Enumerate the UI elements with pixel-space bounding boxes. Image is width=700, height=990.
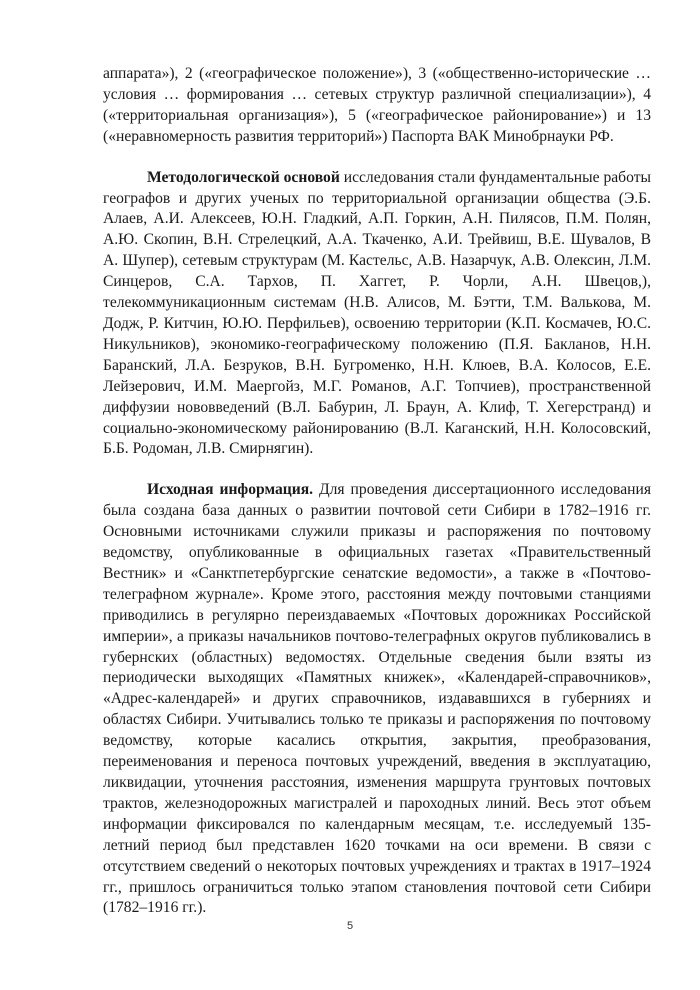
paragraph-3-lead: Исходная информация. — [147, 481, 314, 499]
paragraph-1 — [103, 64, 651, 148]
paragraph-gap — [103, 460, 651, 480]
document-body — [103, 64, 651, 919]
page-number: 5 — [346, 920, 354, 932]
paragraph-2 — [103, 168, 651, 461]
paragraph-3 — [103, 480, 651, 919]
paragraph-1-text: аппарата»), 2 («географическое положение»), 3 («общественно-исторические … условия … формирования … сетевых структур различной специализации»), 4 («территориальная организация»), 5 («географическое районирование») и 13 («неравномерность развития территорий») Паспорта ВАК Минобрнауки РФ. — [103, 65, 651, 145]
paragraph-3-text: Для проведения диссертационного исследования была создана база данных о развитии почтовой сети Сибири в 1782–1916 гг. Основными источниками служили приказы и распоряжения по почтовому ведомству, опубликованные в официальных газетах «Правительственный Вестник» и «Санктпетербургские сенатские ведомости», а также в «Почтово-телеграфном журнале». Кроме этого, расстояния между почтовыми станциями приводились в регулярно переиздаваемых «Почтовых дорожниках Российской империи», а приказы начальников почтово-телеграфных округов публиковались в губернских (областных) ведомостях. Отдельные сведения были взяты из периодически выходящих «Памятных книжек», «Календарей-справочников», «Адрес-календарей» и других справочников, издававшихся в губерниях и областях Сибири. Учитывались только те приказы и распоряжения по почтовому ведомству, которые касались открытия, закрытия, преобразования, переименования и переноса почтовых учреждений, введения в эксплуатацию, ликвидации, уточнения расстояния, изменения маршрута грунтовых почтовых трактов, железнодорожных магистралей и пароходных линий. Весь этот объем информации фиксировался по календарным месяцам, т.е. исследуемый 135-летний период был представлен 1620 точками на оси времени. В связи с отсутствием сведений о некоторых почтовых учреждениях и трактах в 1917–1924 гг., пришлось ограничиться только этапом становления почтовой сети Сибири (1782–1916 гг.). — [103, 481, 651, 917]
paragraph-2-lead: Методологической основой — [147, 168, 340, 186]
paragraph-2-text: исследования стали фундаментальные работы географов и других ученых по территориальной организации общества (Э.Б. Алаев, А.И. Алексеев, Ю.Н. Гладкий, А.П. Горкин, А.Н. Пилясов, П.М. Полян, А.Ю. Скопин, В.Н. Стрелецкий, А.А. Ткаченко, А.И. Трейвиш, В.Е. Шувалов, В А. Шупер), сетевым структурам (М. Кастельс, А.В. Назарчук, А.В. Олексин, Л.М. Синцеров, С.А. Тархов, П. Хаггет, Р. Чорли, А.Н. Швецов,), телекоммуникационным системам (Н.В. Алисов, М. Бэтти, Т.М. Валькова, М. Додж, Р. Китчин, Ю.Ю. Перфильев), освоению территории (К.П. Космачев, Ю.С. Никульников), экономико-географическому положению (П.Я. Бакланов, Н.Н. Баранский, Л.А. Безруков, В.Н. Бугроменко, Н.Н. Клюев, В.А. Колосов, Е.Е. Лейзерович, И.М. Маергойз, М.Г. Романов, А.Г. Топчиев), пространственной диффузии нововведений (В.Л. Бабурин, Л. Браун, А. Клиф, Т. Хегерстранд) и социально-экономическому районированию (В.Л. Каганский, Н.Н. Колосовский, Б.Б. Родоман, Л.В. Смирнягин). — [103, 168, 651, 458]
paragraph-gap — [103, 148, 651, 168]
